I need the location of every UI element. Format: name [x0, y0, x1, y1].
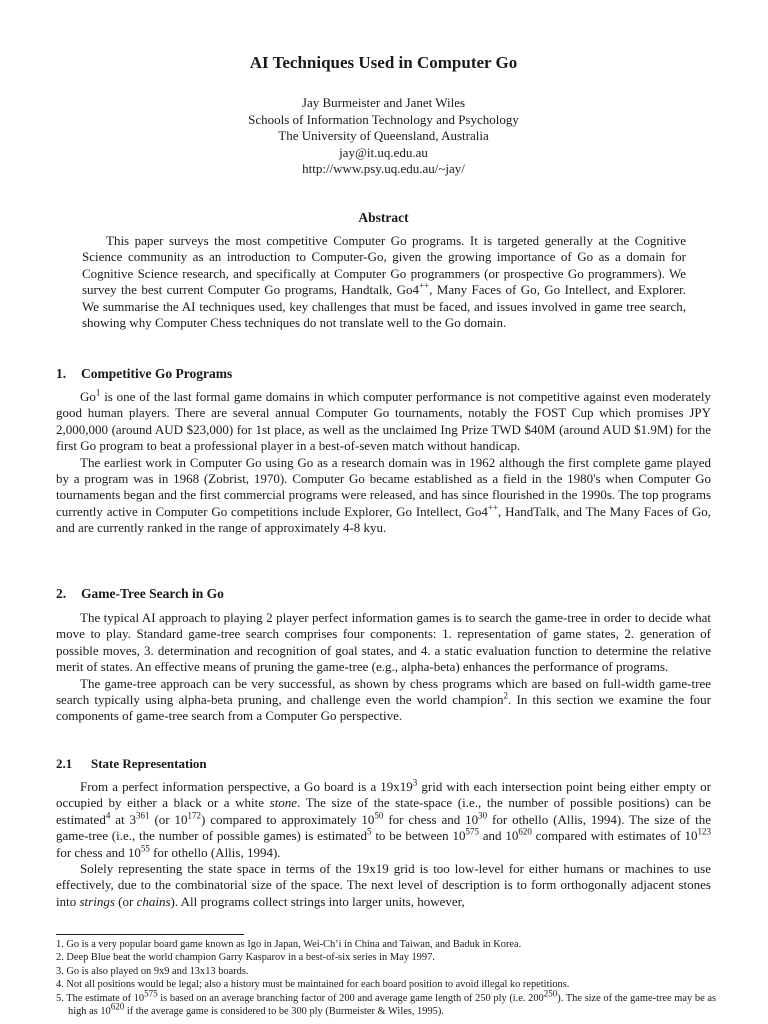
- footnote-2: 2. Deep Blue beat the world champion Garry Kasparov in a best-of-six series in May 1997.: [56, 952, 435, 964]
- author-email: jay@it.uq.edu.au: [339, 144, 428, 160]
- section-1-paragraph-1: Go$^1$ is one of the last formal game domains in which computer performance is not competitive against even moderately good human players. There are several annual Computer Go tournaments, notably the FOST Cup which promises JPY 2,000,000 (around AUD $23,000) for 1st place, as well as the unclaimed Ing Prize TWD $40M (around AUD $1.9M) for the first Go program to beat a professional player in a best-of-seven match without handicap.: [56, 387, 711, 454]
- affiliation-schools: Schools of Information Technology and Psychology: [248, 111, 519, 127]
- paper-title: AI Techniques Used in Computer Go: [249, 53, 518, 72]
- footnote-4: 4. Not all positions would be legal; also a history must be maintained for each board position to avoid illegal ko repetitions.: [56, 979, 570, 991]
- section-2-1-heading: 2.1 State Representation: [56, 756, 207, 771]
- author-url: http://www.psy.uq.edu.au/~jay/: [302, 161, 465, 176]
- section-2-1-paragraph-2: Solely representing the state space in terms of the 19x19 grid is too low-level for either humans or machines to use effectively, due to the combinatorial size of the space. The next level of description is to form orthogonally adjacent stones into strings (or chains). All programs collect strings into larger units, however,: [56, 861, 711, 909]
- section-2-heading: 2. Game-Tree Search in Go: [56, 586, 224, 601]
- section-1-paragraph-2: The earliest work in Computer Go using Go as a research domain was in 1962 although the first complete game played by a program was in 1968 (Zobrist, 1970). Computer Go became established as a field in the 1980's when Computer Go tournaments began and the first commercial programs were released, and has since flourished in the 1990s. The top programs currently active in Computer Go competitions include Explorer, Go Intellect, Go4++, HandTalk, and The Many Faces of Go, and are currently ranked in the range of approximately 4-8 kyu.: [56, 454, 711, 536]
- section-2-paragraph-1: The typical AI approach to playing 2 player perfect information games is to search the game-tree in order to decide what move to play. Standard game-tree search comprises four components: 1. representation of game states, 2. generation of possible moves, 3. determination and recognition of goal states, and 4. a static evaluation function to determine the relative merit of states. An effective means of pruning the game-tree (e.g., alpha-beta) enhances the performance of programs.: [56, 610, 711, 675]
- abstract-body: [82, 233, 686, 331]
- author-block: [56, 95, 711, 178]
- footnote-3: 3. Go is also played on 9x9 and 13x13 boards.: [56, 965, 249, 977]
- footnote-1: 1. Go is a very popular board game known as Igo in Japan, Wei-Ch’i in China and Taiwan, and Baduk in Korea.: [56, 939, 522, 950]
- section-1: [56, 366, 711, 537]
- abstract-paragraph: This paper surveys the most competitive Computer Go programs. It is targeted generally at the Cognitive Science community as an introduction to Computer-Go, given the growing importance of Go as a domain for Cognitive Science research, and specifically at Computer Go programmers (or prospective Go programmers). We survey the best current Computer Go programs, Handtalk, Go4++, Many Faces of Go, Go Intellect, and Explorer. We summarise the AI techniques used, key challenges that must be faced, and issues involved in game tree search, showing why Computer Chess techniques do not translate well to the Go domain.: [82, 233, 686, 331]
- section-2-paragraph-2: The game-tree approach can be very successful, as shown by chess programs which are based on full-width game-tree search typically using alpha-beta pruning, and challenge even the world champion$^2$. In this section we examine the four components of game-tree search from a Computer Go perspective.: [56, 675, 711, 724]
- section-1-heading: 1. Competitive Go Programs: [56, 366, 233, 381]
- footnote-5: 5. The estimate of $10^{575}$ is based on an average branching factor of 200 and average game length of 250 ply (i.e. $200^{250}$). The size of the game-tree may be as high as $10^{620}$ if the average game is considered to be 300 ply (Burmeister & Wiles, 1995).: [56, 988, 716, 1018]
- affiliation-university: The University of Queensland, Australia: [278, 128, 489, 143]
- footnote-rule: [56, 934, 244, 935]
- author-names: Jay Burmeister and Janet Wiles: [301, 95, 466, 110]
- section-2-1-paragraph-1: From a perfect information perspective, a Go board is a $19x19^3$ grid with each intersection point being either empty or occupied by either a black or a white stone. The size of the state-space (i.e., the number of possible positions) can be estimated$^4$ at $3^{361}$ (or $10^{172}$) compared to approximately $10^{50}$ for chess and $10^{30}$ for othello (Allis, 1994). The size of the game-tree (i.e., the number of possible games) is estimated$^5$ to be between $10^{575}$ and $10^{620}$ compared with estimates of $10^{123}$ for chess and $10^{55}$ for othello (Allis, 1994).: [56, 777, 712, 860]
- section-2-1: [56, 756, 711, 910]
- footnotes: [56, 938, 716, 1018]
- section-2: [56, 586, 711, 725]
- abstract-heading: Abstract: [358, 210, 409, 225]
